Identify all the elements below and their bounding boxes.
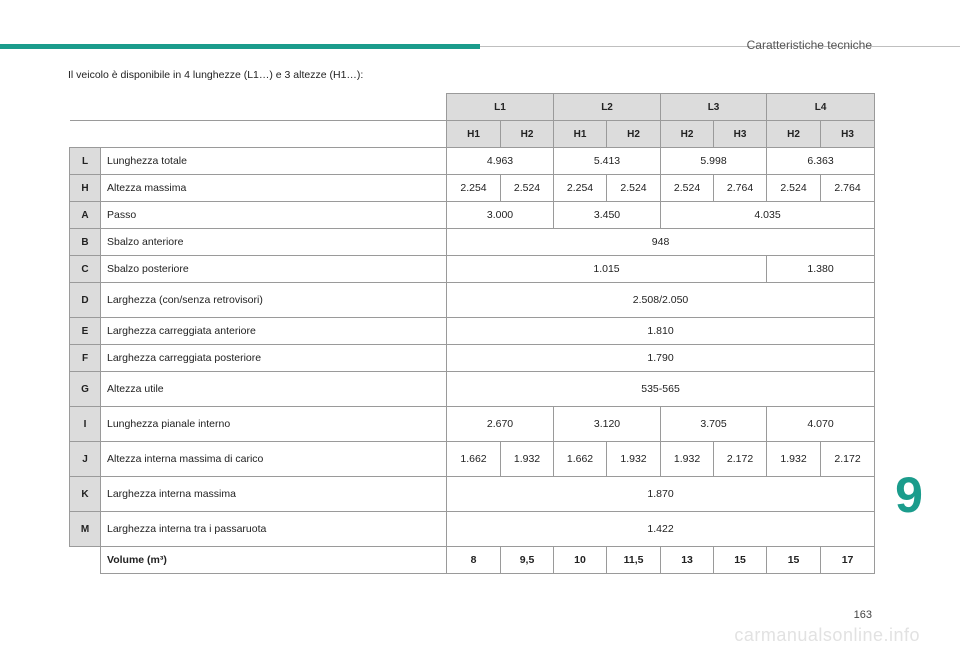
- row-code: J: [70, 442, 101, 477]
- row-value: 2.670: [447, 407, 554, 442]
- row-code: K: [70, 477, 101, 512]
- row-value: 2.524: [607, 175, 661, 202]
- dimensions-table: [69, 93, 875, 574]
- height-header: H3: [714, 121, 767, 148]
- row-value: 5.998: [661, 148, 767, 175]
- volume-value: 10: [554, 547, 607, 574]
- chapter-number: 9: [884, 470, 934, 520]
- row-value: 1.015: [447, 256, 767, 283]
- row-label: Larghezza interna massima: [101, 477, 447, 512]
- volume-value: 13: [661, 547, 714, 574]
- row-value: 3.000: [447, 202, 554, 229]
- height-header: H2: [501, 121, 554, 148]
- row-value: 2.254: [554, 175, 607, 202]
- row-value: 2.172: [821, 442, 875, 477]
- row-label: Larghezza interna tra i passaruota: [101, 512, 447, 547]
- table-row: [70, 283, 875, 318]
- header-accent-bar: [0, 44, 480, 49]
- row-value: 1.870: [447, 477, 875, 512]
- volume-value: 17: [821, 547, 875, 574]
- row-label: Larghezza carreggiata anteriore: [101, 318, 447, 345]
- intro-text: Il veicolo è disponibile in 4 lunghezze (L1…) e 3 altezze (H1…):: [68, 69, 364, 81]
- row-label: Altezza interna massima di carico: [101, 442, 447, 477]
- volume-label: Volume (m³): [101, 547, 447, 574]
- volume-value: 8: [447, 547, 501, 574]
- row-value: 2.524: [501, 175, 554, 202]
- row-label: Passo: [101, 202, 447, 229]
- row-value: 2.524: [661, 175, 714, 202]
- watermark: carmanualsonline.info: [734, 625, 920, 645]
- row-code: C: [70, 256, 101, 283]
- row-code: A: [70, 202, 101, 229]
- row-value: 1.790: [447, 345, 875, 372]
- volume-value: 15: [714, 547, 767, 574]
- table-row: [70, 318, 875, 345]
- table-row: [70, 229, 875, 256]
- row-value: 1.662: [554, 442, 607, 477]
- row-label: Altezza massima: [101, 175, 447, 202]
- table-row: [70, 512, 875, 547]
- row-value: 1.422: [447, 512, 875, 547]
- table-row: [70, 345, 875, 372]
- header-rule: [480, 46, 960, 47]
- volume-value: 15: [767, 547, 821, 574]
- table-row: [70, 175, 875, 202]
- row-value: 3.120: [554, 407, 661, 442]
- row-value: 3.705: [661, 407, 767, 442]
- volume-value: 11,5: [607, 547, 661, 574]
- row-value: 948: [447, 229, 875, 256]
- volume-row: [70, 547, 875, 574]
- row-value: 2.508/2.050: [447, 283, 875, 318]
- row-label: Lunghezza pianale interno: [101, 407, 447, 442]
- row-value: 1.932: [661, 442, 714, 477]
- row-value: 2.254: [447, 175, 501, 202]
- row-value: 1.932: [607, 442, 661, 477]
- row-value: 4.070: [767, 407, 875, 442]
- table-row: [70, 407, 875, 442]
- table-row: [70, 477, 875, 512]
- row-code: L: [70, 148, 101, 175]
- height-header: H2: [661, 121, 714, 148]
- row-code: G: [70, 372, 101, 407]
- height-header: H2: [607, 121, 661, 148]
- row-value: 4.035: [661, 202, 875, 229]
- height-header: H2: [767, 121, 821, 148]
- row-code: D: [70, 283, 101, 318]
- height-header: H1: [554, 121, 607, 148]
- length-header: L3: [661, 94, 767, 121]
- row-label: Larghezza carreggiata posteriore: [101, 345, 447, 372]
- row-value: 535-565: [447, 372, 875, 407]
- row-value: 3.450: [554, 202, 661, 229]
- row-value: 2.764: [714, 175, 767, 202]
- row-value: 6.363: [767, 148, 875, 175]
- table-row: [70, 148, 875, 175]
- length-header: L2: [554, 94, 661, 121]
- row-value: 2.764: [821, 175, 875, 202]
- table-row: [70, 372, 875, 407]
- row-value: 1.810: [447, 318, 875, 345]
- row-value: 1.380: [767, 256, 875, 283]
- height-header: H1: [447, 121, 501, 148]
- length-header: L1: [447, 94, 554, 121]
- table-row: [70, 202, 875, 229]
- row-code: H: [70, 175, 101, 202]
- row-value: 1.932: [501, 442, 554, 477]
- row-label: Sbalzo anteriore: [101, 229, 447, 256]
- row-value: 4.963: [447, 148, 554, 175]
- row-code: B: [70, 229, 101, 256]
- volume-value: 9,5: [501, 547, 554, 574]
- row-value: 2.524: [767, 175, 821, 202]
- row-value: 5.413: [554, 148, 661, 175]
- row-value: 1.932: [767, 442, 821, 477]
- page-number: 163: [853, 609, 872, 621]
- section-title: Caratteristiche tecniche: [746, 38, 872, 52]
- height-header: H3: [821, 121, 875, 148]
- dimensions-table-body: [70, 148, 875, 547]
- row-code: I: [70, 407, 101, 442]
- row-code: F: [70, 345, 101, 372]
- row-code: E: [70, 318, 101, 345]
- length-header: L4: [767, 94, 875, 121]
- row-label: Lunghezza totale: [101, 148, 447, 175]
- table-row: [70, 256, 875, 283]
- row-label: Sbalzo posteriore: [101, 256, 447, 283]
- row-value: 2.172: [714, 442, 767, 477]
- row-code: M: [70, 512, 101, 547]
- row-value: 1.662: [447, 442, 501, 477]
- height-header-row: [70, 121, 875, 148]
- row-label: Larghezza (con/senza retrovisori): [101, 283, 447, 318]
- table-row: [70, 442, 875, 477]
- row-label: Altezza utile: [101, 372, 447, 407]
- length-header-row: [70, 94, 875, 121]
